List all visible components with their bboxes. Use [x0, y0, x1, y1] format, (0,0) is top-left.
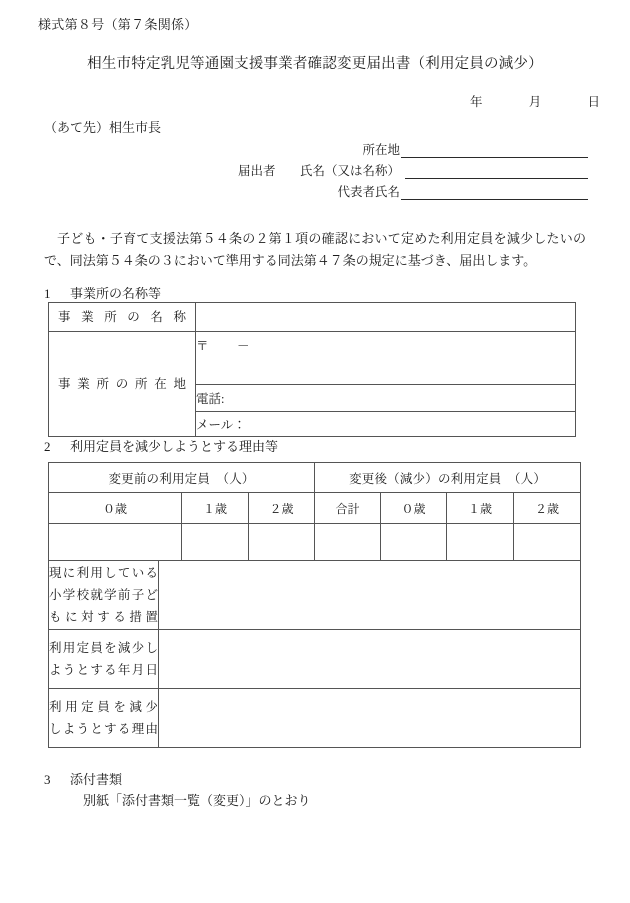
section-3-content: 別紙「添付書類一覧（変更）」のとおり [83, 793, 311, 808]
facility-info-table [48, 302, 576, 437]
section-3-title: 添付書類 [70, 772, 123, 787]
submitter-input-representative[interactable] [401, 184, 588, 200]
facility-mail-label: メール： [196, 418, 246, 432]
date-line [470, 92, 600, 110]
date-day-label: 日 [587, 95, 600, 109]
submitter-label-address: 所在地 [362, 143, 400, 157]
submitter-row-representative [238, 179, 588, 200]
page-title: 相生市特定乳児等通園支援事業者確認変更届出書（利用定員の減少） [87, 56, 543, 72]
section-3-heading [44, 769, 122, 788]
postal-mark-icon: 〒 [196, 339, 210, 353]
current-measures-label-line-3: もに対する措置 [49, 610, 158, 624]
reduction-reason-value-cell[interactable] [159, 689, 581, 748]
current-measures-label-cell [49, 561, 159, 630]
section-2-title: 利用定員を減少しようとする理由等 [70, 439, 279, 454]
submitter-input-name[interactable] [405, 163, 588, 179]
table-row [49, 332, 576, 385]
table-row [49, 463, 581, 493]
submitter-label-representative: 代表者氏名 [337, 185, 400, 199]
section-1-heading [44, 283, 161, 302]
before-age1-header: １歳 [182, 493, 249, 524]
reduction-reason-label-line-1: 利用定員を減少 [49, 700, 158, 714]
after-age2-header: ２歳 [514, 493, 581, 524]
before-age0-value[interactable] [49, 524, 182, 561]
table-row [49, 493, 581, 524]
after-age2-value[interactable] [514, 524, 581, 561]
facility-address-label: 事業所の所在地 [58, 376, 186, 391]
current-measures-label-line-2: 小学校就学前子ど [49, 588, 158, 602]
facility-name-value-cell[interactable] [196, 303, 576, 332]
section-1-title: 事業所の名称等 [70, 286, 162, 301]
addressee-line: （あて先）相生市長 [44, 120, 162, 135]
before-total-value[interactable] [315, 524, 381, 561]
table-row [49, 303, 576, 332]
body-paragraph: 子ども・子育て支援法第５４条の２第１項の確認において定めた利用定員を減少したいので、同法第５４条の３において準用する同法第４７条の規定に基づき、届出します。 [44, 231, 586, 268]
reduction-reason-label-line-2: しようとする理由 [49, 722, 158, 736]
after-age1-header: １歳 [447, 493, 514, 524]
quota-group-after-header: 変更後（減少）の利用定員 （人） [315, 463, 581, 493]
reduction-date-label-cell [49, 630, 159, 689]
section-2-number: 2 [44, 439, 51, 454]
submitter-input-address[interactable] [401, 142, 588, 158]
quota-table [48, 462, 581, 748]
table-row [49, 630, 581, 689]
submitter-block [238, 137, 588, 200]
section-1-number: 1 [44, 286, 51, 301]
after-age1-value[interactable] [447, 524, 514, 561]
date-year-label: 年 [470, 95, 483, 109]
table-row [49, 689, 581, 748]
form-number: 様式第８号（第７条関係） [38, 17, 198, 32]
reduction-date-label-line-1: 利用定員を減少し [49, 641, 158, 655]
current-measures-value-cell[interactable] [159, 561, 581, 630]
submitter-label-name: 氏名（又は名称） [299, 164, 400, 178]
facility-address-label-cell [49, 332, 196, 437]
submitter-row-name [238, 158, 588, 179]
facility-name-label: 事業所の名称 [58, 309, 186, 324]
postal-dash: － [237, 339, 250, 353]
submitter-tag: 届出者 [238, 164, 276, 178]
submitter-row-address [238, 137, 588, 158]
before-age0-header: ０歳 [49, 493, 182, 524]
facility-name-label-cell [49, 303, 196, 332]
date-month-label: 月 [528, 95, 542, 109]
before-age2-value[interactable] [249, 524, 315, 561]
after-age0-value[interactable] [381, 524, 447, 561]
section-2-heading [44, 436, 278, 455]
after-age0-header: ０歳 [381, 493, 447, 524]
facility-mail-cell[interactable] [196, 412, 576, 437]
quota-group-before-header: 変更前の利用定員 （人） [49, 463, 315, 493]
facility-tel-label: 電話: [196, 392, 225, 406]
reduction-date-label-line-2: ようとする年月日 [49, 663, 158, 677]
reduction-date-value-cell[interactable] [159, 630, 581, 689]
table-row [49, 561, 581, 630]
reduction-reason-label-cell [49, 689, 159, 748]
before-age2-header: ２歳 [249, 493, 315, 524]
current-measures-label-line-1: 現に利用している [49, 566, 158, 580]
before-total-header: 合計 [315, 493, 381, 524]
facility-zip-address-cell[interactable] [196, 332, 576, 385]
section-3-number: 3 [44, 772, 51, 787]
before-age1-value[interactable] [182, 524, 249, 561]
table-row [49, 524, 581, 561]
facility-tel-cell[interactable] [196, 385, 576, 412]
